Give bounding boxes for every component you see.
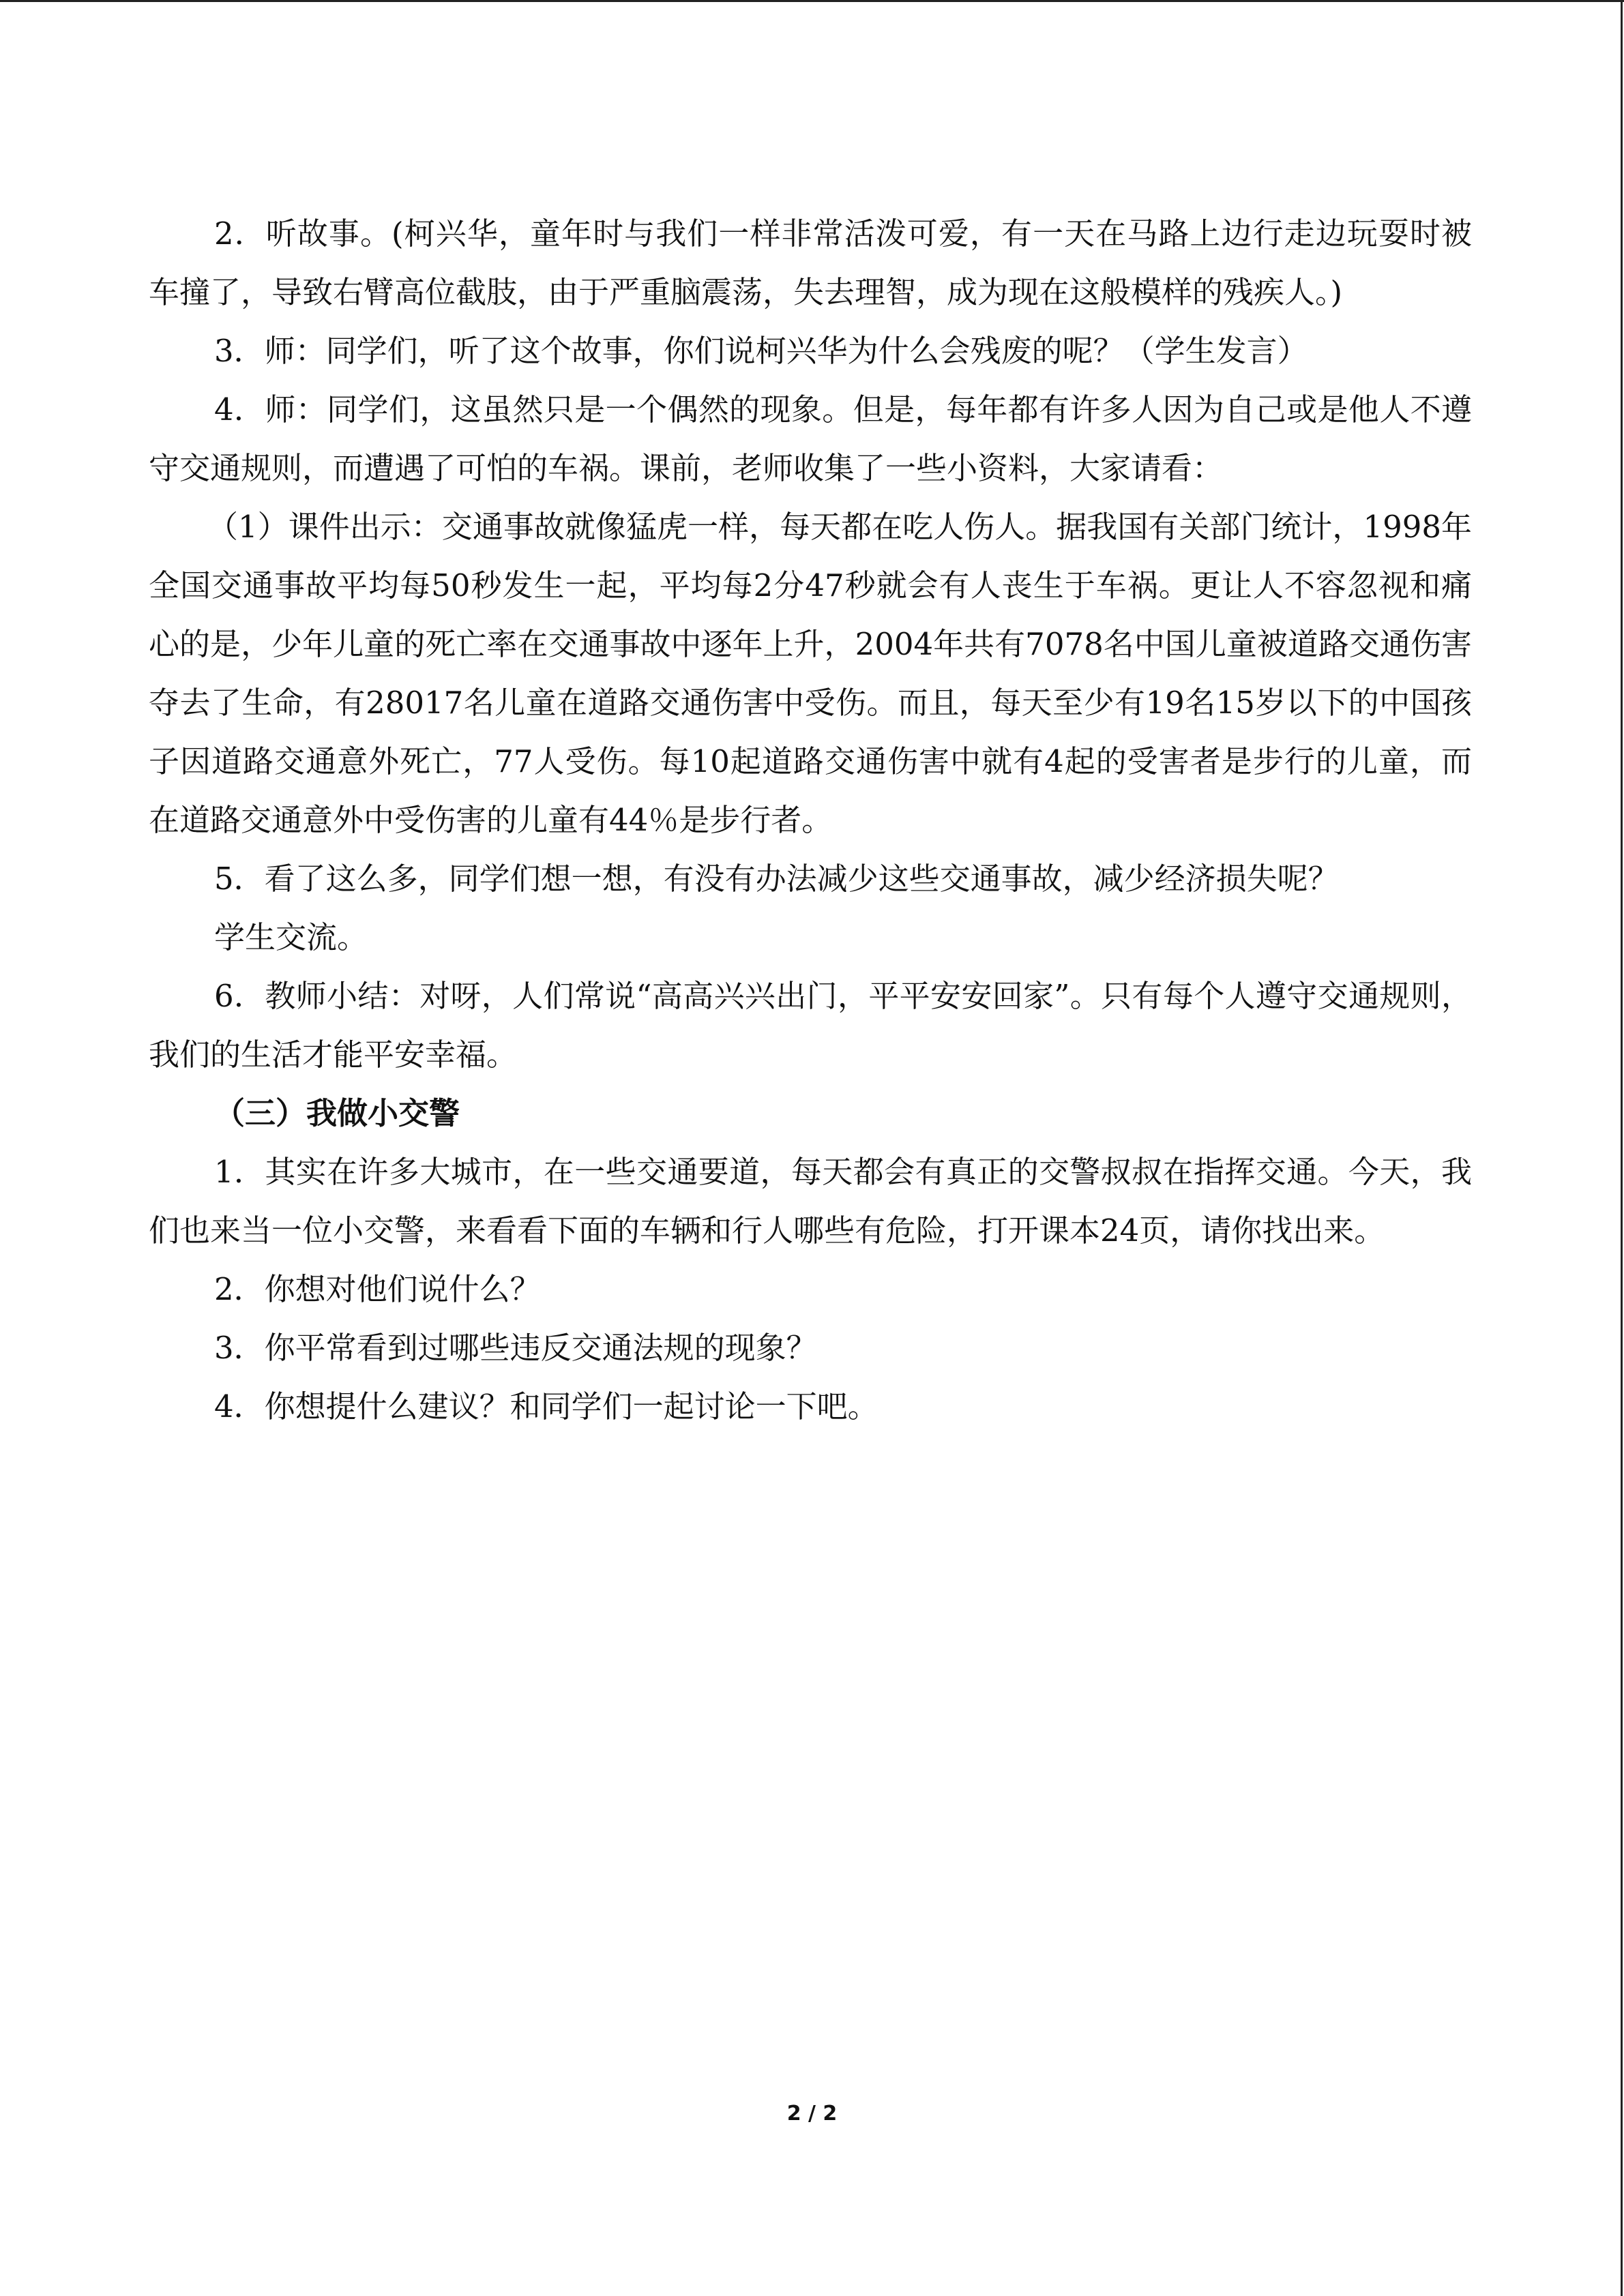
paragraph-student-discussion: 学生交流。 [214,919,368,955]
paragraph-traffic-police: 1．其实在许多大城市，在一些交通要道，每天都会有真正的交警叔叔在指挥交通。今天，我们也来当一位小交警，来看看下面的车辆和行人哪些有危险，打开课本24页，请你找出来。 [149,1154,1472,1249]
paragraph-teacher-summary: 6．教师小结：对呀，人们常说“高高兴兴出门，平平安安回家”。只有每个人遵守交通规则，我们的生活才能平安幸福。 [149,978,1472,1073]
paragraph-reflection-question: 5．看了这么多，同学们想一想，有没有办法减少这些交通事故，减少经济损失呢？ [214,861,1339,897]
right-border-line [1621,0,1623,2296]
paragraph-statistics: （1）课件出示：交通事故就像猛虎一样，每天都在吃人伤人。据我国有关部门统计，1998年全国交通事故平均每50秒发生一起，平均每2分47秒就会有人丧生于车祸。更让人不容忽视和痛心的是，少年儿童的死亡率在交通事故中逐年上升，2004年共有7078名中国儿童被道路交通伤害夺去了生命，有28017名儿童在道路交通伤害中受伤。而且，每天至少有19名15岁以下的中国孩子因道路交通意外死亡，77人受伤。每10起道路交通伤害中就有4起的受害者是步行的儿童，而在道路交通意外中受伤害的儿童有44％是步行者。 [149,509,1472,838]
page-number: 2 / 2 [786,2102,838,2126]
document-body [149,205,1472,1436]
paragraph-suggestions: 4．你想提什么建议？和同学们一起讨论一下吧。 [214,1388,879,1425]
section-heading: （三）我做小交警 [214,1095,460,1131]
paragraph-story: 2．听故事。(柯兴华，童年时与我们一样非常活泼可爱，有一天在马路上边行走边玩耍时被车撞了，导致右臂高位截肢，由于严重脑震荡，失去理智，成为现在这般模样的残疾人。) [149,215,1472,310]
paragraph-teacher-intro: 4．师：同学们，这虽然只是一个偶然的现象。但是，每年都有许多人因为自己或是他人不遵守交通规则，而遭遇了可怕的车祸。课前，老师收集了一些小资料，大家请看： [149,391,1472,486]
paragraph-violations-seen: 3．你平常看到过哪些违反交通法规的现象？ [214,1330,817,1366]
paragraph-what-to-say: 2．你想对他们说什么？ [214,1271,541,1307]
paragraph-teacher-question: 3．师：同学们，听了这个故事，你们说柯兴华为什么会残废的呢？（学生发言） [214,333,1308,369]
top-border-line [0,0,1624,2]
